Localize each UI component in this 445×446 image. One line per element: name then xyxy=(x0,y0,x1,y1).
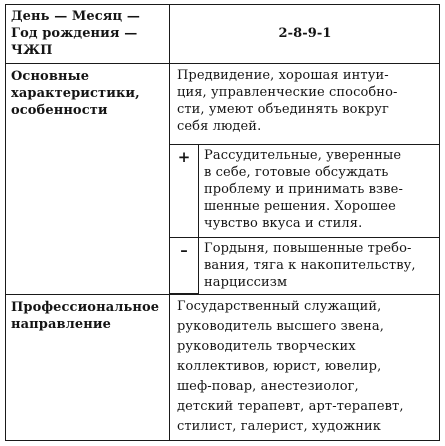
positive-text-line-4: шенные решения. Хорошее xyxy=(204,199,396,214)
info-table xyxy=(5,4,440,441)
characteristics-divider xyxy=(5,294,440,295)
profession-text-line-6: детский терапевт, арт-терапевт, xyxy=(177,399,404,414)
characteristics-label-line-1: Основные xyxy=(11,69,90,84)
characteristics-label-line-2: характеристики, xyxy=(11,86,140,101)
negative-text-line-2: вания, тяга к накопительству, xyxy=(204,258,416,273)
table-right-border xyxy=(439,4,440,441)
profession-text-line-3: руководитель творческих xyxy=(177,339,356,354)
positive-divider xyxy=(170,237,440,238)
positive-text-line-3: проблему и принимать взве- xyxy=(204,182,403,197)
profession-text-line-5: шеф-повар, анестезиолог, xyxy=(177,379,359,394)
negative-text-line-3: нарциссизм xyxy=(204,275,288,290)
characteristics-text-line-3: сти, умеют объединять вокруг xyxy=(177,102,389,117)
profession-text-line-1: Государственный служащий, xyxy=(177,299,382,314)
characteristics-text-line-4: себя людей. xyxy=(177,119,262,134)
negative-sign: – xyxy=(180,241,188,259)
header-label-line-3: ЧЖП xyxy=(11,43,53,58)
header-label-line-1: День — Месяц — xyxy=(11,9,140,24)
profession-text-line-2: руководитель высшего звена, xyxy=(177,319,384,334)
characteristics-label-line-3: особенности xyxy=(11,103,108,118)
main-text-divider xyxy=(170,144,440,145)
table-top-border xyxy=(5,4,440,5)
positive-text-line-2: в себе, готовые обсуждать xyxy=(204,165,389,180)
profession-text-line-4: коллективов, юрист, ювелир, xyxy=(177,359,382,374)
negative-text-line-1: Гордыня, повышенные требо- xyxy=(204,241,412,256)
header-code: 2-8-9-1 xyxy=(278,26,332,41)
table-bottom-border xyxy=(5,440,440,441)
header-divider xyxy=(5,63,440,64)
positive-text-line-5: чувство вкуса и стиля. xyxy=(204,216,363,231)
table-left-border xyxy=(5,4,6,441)
profession-label-line-2: направление xyxy=(11,317,111,332)
positive-sign: + xyxy=(177,148,191,166)
profession-text-line-7: стилист, галерист, художник xyxy=(177,419,381,434)
header-label-line-2: Год рождения — xyxy=(11,26,138,41)
characteristics-text-line-1: Предвидение, хорошая интуи- xyxy=(177,68,389,83)
sign-column-divider xyxy=(198,144,199,294)
positive-text-line-1: Рассудительные, уверенные xyxy=(204,148,402,163)
characteristics-text-line-2: ция, управленческие способно- xyxy=(177,85,398,100)
column-divider xyxy=(169,4,170,441)
profession-label-line-1: Профессиональное xyxy=(11,300,160,315)
